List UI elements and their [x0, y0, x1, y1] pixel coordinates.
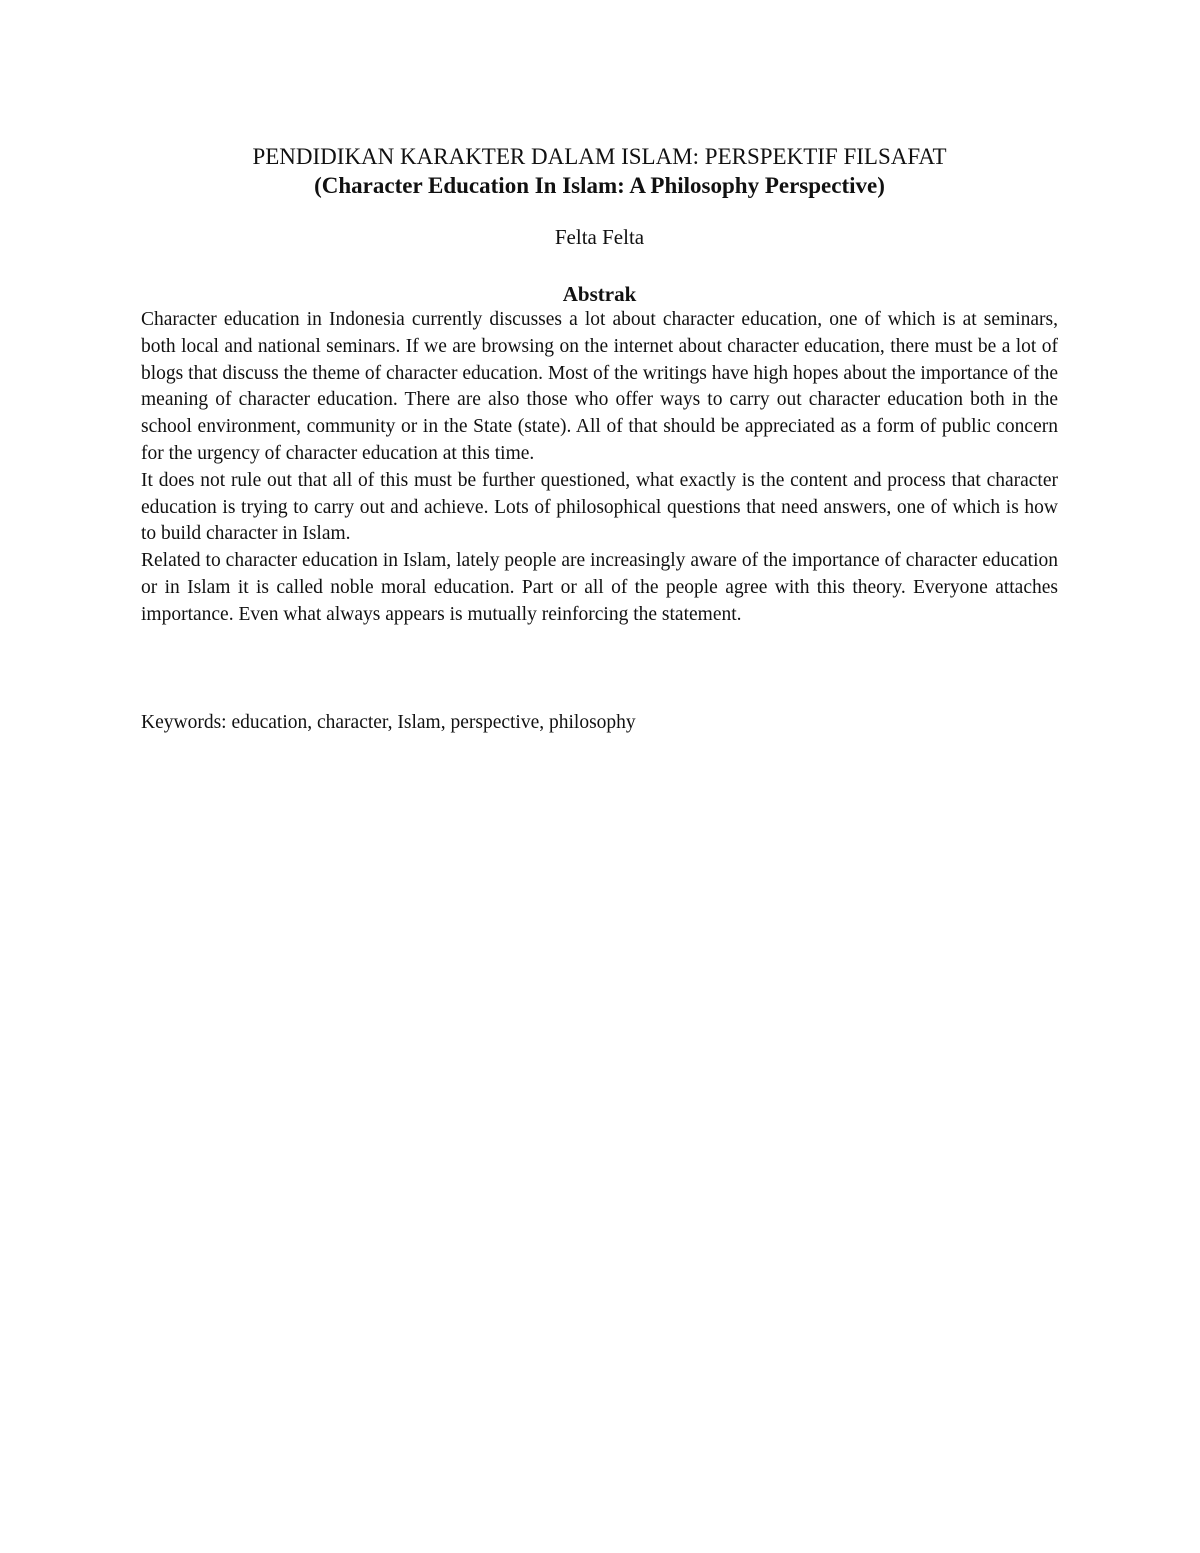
abstract-body [141, 307, 1058, 629]
paper-title: PENDIDIKAN KARAKTER DALAM ISLAM: PERSPEKTIF FILSAFAT [252, 144, 947, 169]
abstract-heading: Abstrak [562, 282, 637, 306]
abstract-paragraph: It does not rule out that all of this must be further questioned, what exactly is the content and process that character education is trying to carry out and achieve. Lots of philosophical questions that need answers, one of which is how to build character in Islam. [141, 469, 1058, 545]
paper-subtitle: (Character Education In Islam: A Philosophy Perspective) [314, 173, 885, 198]
keywords-line: Keywords: education, character, Islam, perspective, philosophy [141, 712, 636, 733]
author-name: Felta Felta [554, 225, 645, 249]
abstract-paragraph: Character education in Indonesia currently discusses a lot about character education, one of which is at seminars, both local and national seminars. If we are browsing on the internet about character education, there must be a lot of blogs that discuss the theme of character education. Most of the writings have high hopes about the importance of the meaning of character education. There are also those who offer ways to carry out character education both in the school environment, community or in the State (state). All of that should be appreciated as a form of public concern for the urgency of character education at this time. [141, 309, 1058, 464]
abstract-paragraph: Related to character education in Islam, lately people are increasingly aware of the importance of character education or in Islam it is called noble moral education. Part or all of the people agree with this theory. Everyone attaches importance. Even what always appears is mutually reinforcing the statement. [141, 550, 1058, 625]
